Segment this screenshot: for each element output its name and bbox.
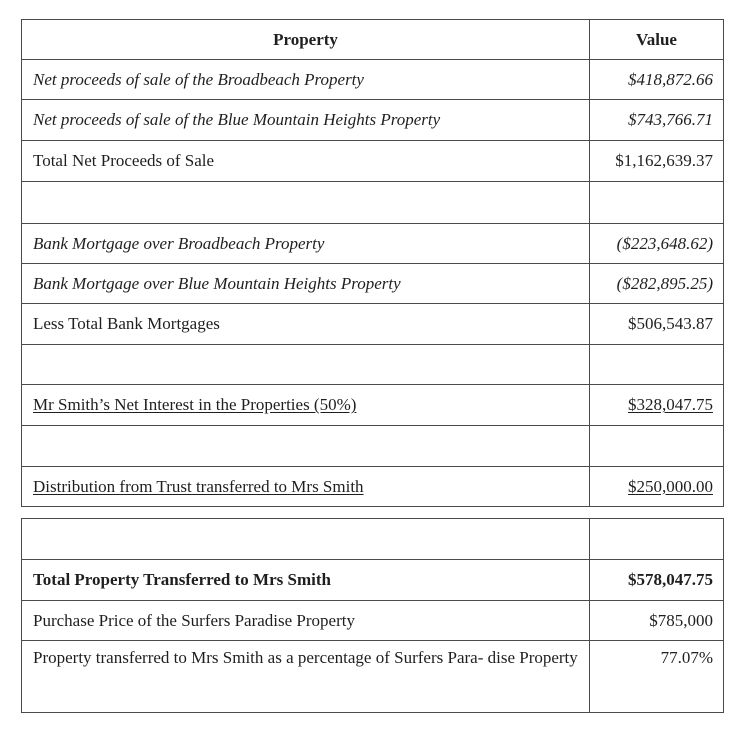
row-label: [22, 426, 590, 467]
spacer-row: [22, 426, 724, 467]
table-row: [22, 141, 724, 182]
row-value: $250,000.00: [590, 467, 724, 507]
property-column-header: Property: [22, 20, 590, 60]
row-value: 77.07%: [590, 641, 724, 713]
table-row: [22, 264, 724, 304]
table-row: [22, 224, 724, 264]
row-value: [590, 182, 724, 224]
spacer-row: [22, 519, 724, 560]
row-value: [590, 426, 724, 467]
row-label: [22, 182, 590, 224]
row-value: $785,000: [590, 601, 724, 641]
row-value: [590, 345, 724, 385]
table-row: [22, 560, 724, 601]
table-row: [22, 60, 724, 100]
row-label: Net proceeds of sale of the Broadbeach Property: [22, 60, 590, 100]
row-value: $578,047.75: [590, 560, 724, 601]
transfer-summary-table: [21, 518, 724, 713]
value-column-header: Value: [590, 20, 724, 60]
spacer-row: [22, 345, 724, 385]
row-value: $743,766.71: [590, 100, 724, 141]
row-label: [22, 345, 590, 385]
row-label: [22, 519, 590, 560]
row-label: Distribution from Trust transferred to Mrs Smith: [22, 467, 590, 507]
row-value: $1,162,639.37: [590, 141, 724, 182]
row-value: $328,047.75: [590, 385, 724, 426]
table-row: [22, 641, 724, 713]
row-value: [590, 519, 724, 560]
row-value: $506,543.87: [590, 304, 724, 345]
row-value: ($223,648.62): [590, 224, 724, 264]
property-value-table: [21, 19, 724, 507]
table-row: [22, 467, 724, 507]
row-label: Less Total Bank Mortgages: [22, 304, 590, 345]
row-label: Bank Mortgage over Broadbeach Property: [22, 224, 590, 264]
row-label: Total Net Proceeds of Sale: [22, 141, 590, 182]
row-label: Bank Mortgage over Blue Mountain Heights Property: [22, 264, 590, 304]
row-value: ($282,895.25): [590, 264, 724, 304]
row-label: Purchase Price of the Surfers Paradise Property: [22, 601, 590, 641]
table-header-row: [22, 20, 724, 60]
table-row: [22, 304, 724, 345]
row-label: Mr Smith’s Net Interest in the Properties (50%): [22, 385, 590, 426]
table-row: [22, 100, 724, 141]
row-label: Net proceeds of sale of the Blue Mountain Heights Property: [22, 100, 590, 141]
row-label: Total Property Transferred to Mrs Smith: [22, 560, 590, 601]
table-row: [22, 385, 724, 426]
spacer-row: [22, 182, 724, 224]
table-row: [22, 601, 724, 641]
row-label: Property transferred to Mrs Smith as a percentage of Surfers Para- dise Property: [22, 641, 590, 713]
row-value: $418,872.66: [590, 60, 724, 100]
